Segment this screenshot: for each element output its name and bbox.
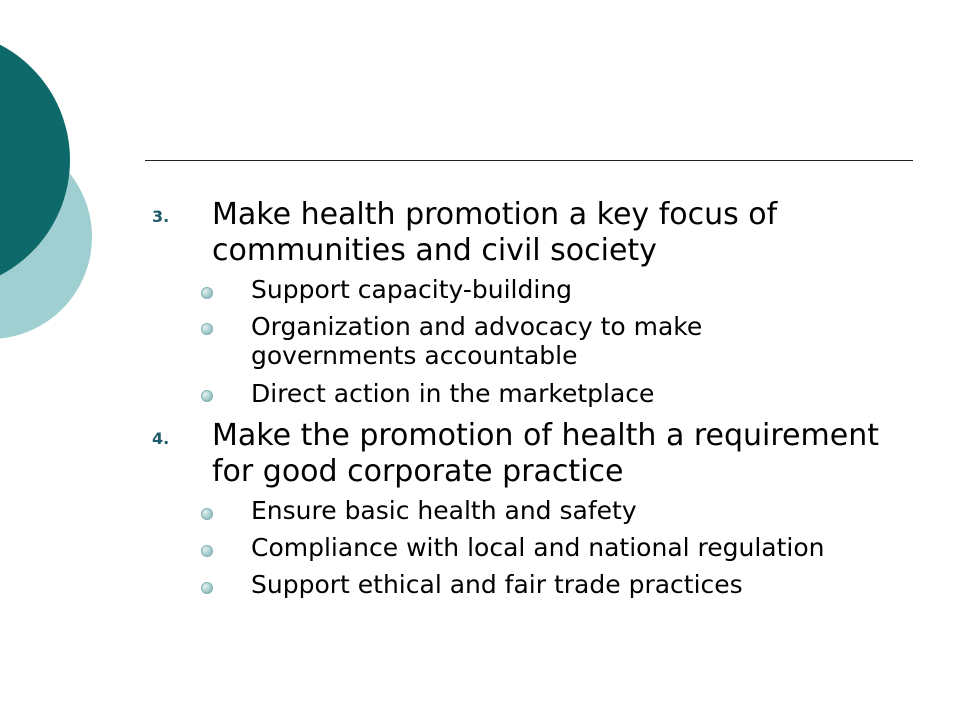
sub-bullet-text: Compliance with local and national regulation bbox=[251, 533, 825, 562]
sub-bullet-text: Support ethical and fair trade practices bbox=[251, 570, 743, 599]
sub-bullet-text: Ensure basic health and safety bbox=[251, 496, 637, 525]
sub-bullet-text: Support capacity-building bbox=[251, 275, 573, 304]
bullet-icon bbox=[201, 545, 213, 557]
sub-bullet-text: Organization and advocacy to make governments accountable bbox=[251, 312, 703, 370]
sub-bullet-text: Direct action in the marketplace bbox=[251, 379, 655, 408]
bullet-icon bbox=[201, 508, 213, 520]
item-number: 4. bbox=[152, 429, 170, 448]
item-heading: Make the promotion of health a requirement for good corporate practice bbox=[212, 418, 879, 489]
bullet-icon bbox=[201, 390, 213, 402]
item-heading: Make health promotion a key focus of communities and civil society bbox=[212, 197, 778, 268]
bullet-icon bbox=[201, 323, 213, 335]
bullet-icon bbox=[201, 287, 213, 299]
item-number: 3. bbox=[152, 207, 170, 226]
bullet-icon bbox=[201, 582, 213, 594]
